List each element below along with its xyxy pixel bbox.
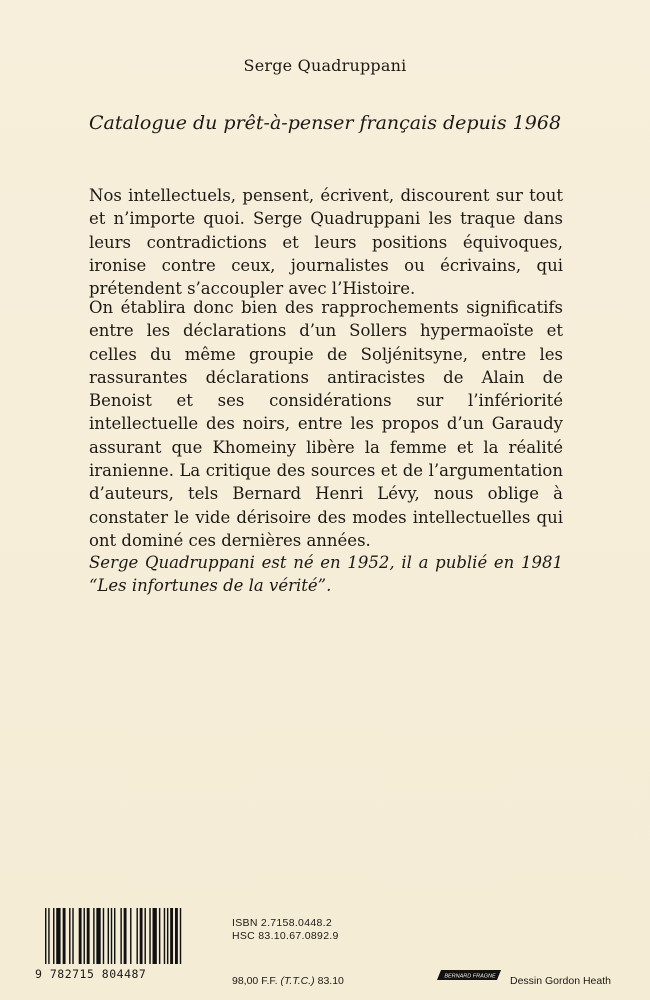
barcode-bar xyxy=(180,908,181,964)
barcode-bar xyxy=(111,908,112,964)
barcode-bar xyxy=(170,908,173,964)
barcode-bar xyxy=(120,908,121,964)
barcode-bar xyxy=(56,908,60,964)
barcode-bar xyxy=(140,908,143,964)
blurb-paragraph-2: On établira donc bien des rapprochements significatifs entre les déclarations d’un Sollers hypermaoïste et celles du même groupie de Soljénitsyne, entre les rassurantes déclarations antiracistes de Alain de Benoist et ses considérations sur l’infériorité intellectuelle des noirs, entre les propos d’un Garaudy assurant que Khomeiny libère la femme et la réalité iranienne. La critique des sources et de l’argumentation d’auteurs, tels Bernard Henri Lévy, nous oblige à constater le vide dérisoire des modes intellectuelles qui ont dominé ces dernières années. xyxy=(89,298,563,550)
barcode-bar xyxy=(72,908,73,964)
barcode-bar xyxy=(164,908,165,964)
barcode-bar xyxy=(103,908,104,964)
barcode-bar xyxy=(175,908,178,964)
price-code: 83.10 xyxy=(317,975,344,987)
barcode-bar xyxy=(53,908,54,964)
barcode-bar xyxy=(136,908,137,964)
barcode-bar xyxy=(149,908,150,964)
barcode-digits: 9 782715 804487 xyxy=(35,967,147,981)
barcode-bar xyxy=(108,908,109,964)
barcode-bar xyxy=(48,908,49,964)
barcode-bar xyxy=(130,908,131,964)
barcode-bar xyxy=(96,908,100,964)
illustration-credit: Dessin Gordon Heath xyxy=(510,975,611,987)
book-subtitle: Catalogue du prêt-à-penser français depuis 1968 xyxy=(88,112,562,134)
barcode-bar xyxy=(114,908,115,964)
barcode-bar xyxy=(93,908,94,964)
barcode-bar xyxy=(63,908,66,964)
author-name: Serge Quadruppani xyxy=(243,56,407,75)
author-bio: Serge Quadruppani est né en 1952, il a publié en 1981 “Les infortunes de la vérité”. xyxy=(89,553,563,596)
price-amount: 98,00 F.F. xyxy=(232,975,278,987)
hsc-code: HSC 83.10.67.0892.9 xyxy=(232,930,339,942)
barcode-bar xyxy=(84,908,85,964)
barcode-bar xyxy=(69,908,70,964)
barcode xyxy=(35,908,183,981)
barcode-bar xyxy=(124,908,127,964)
barcode-bar xyxy=(79,908,82,964)
barcode-bar xyxy=(87,908,90,964)
barcode-bar xyxy=(167,908,168,964)
publisher-logo-icon xyxy=(437,968,503,982)
barcode-bar xyxy=(45,908,46,964)
barcode-bar xyxy=(159,908,160,964)
svg-text:BERNARD FRAGNE: BERNARD FRAGNE xyxy=(444,973,496,980)
blurb-paragraph-1: Nos intellectuels, pensent, écrivent, discourent sur tout et n’importe quoi. Serge Quadruppani les traque dans leurs contradictions et leurs positions équivoques, ironise contre ceux, journalistes ou écrivains, qui prétendent s’accoupler avec l’Histoire. xyxy=(89,186,563,299)
price-line xyxy=(232,975,344,987)
barcode-bar xyxy=(153,908,157,964)
isbn: ISBN 2.7158.0448.2 xyxy=(232,917,332,929)
barcode-bars xyxy=(45,908,183,964)
barcode-bar xyxy=(144,908,145,964)
price-tax: (T.T.C.) xyxy=(280,975,315,987)
